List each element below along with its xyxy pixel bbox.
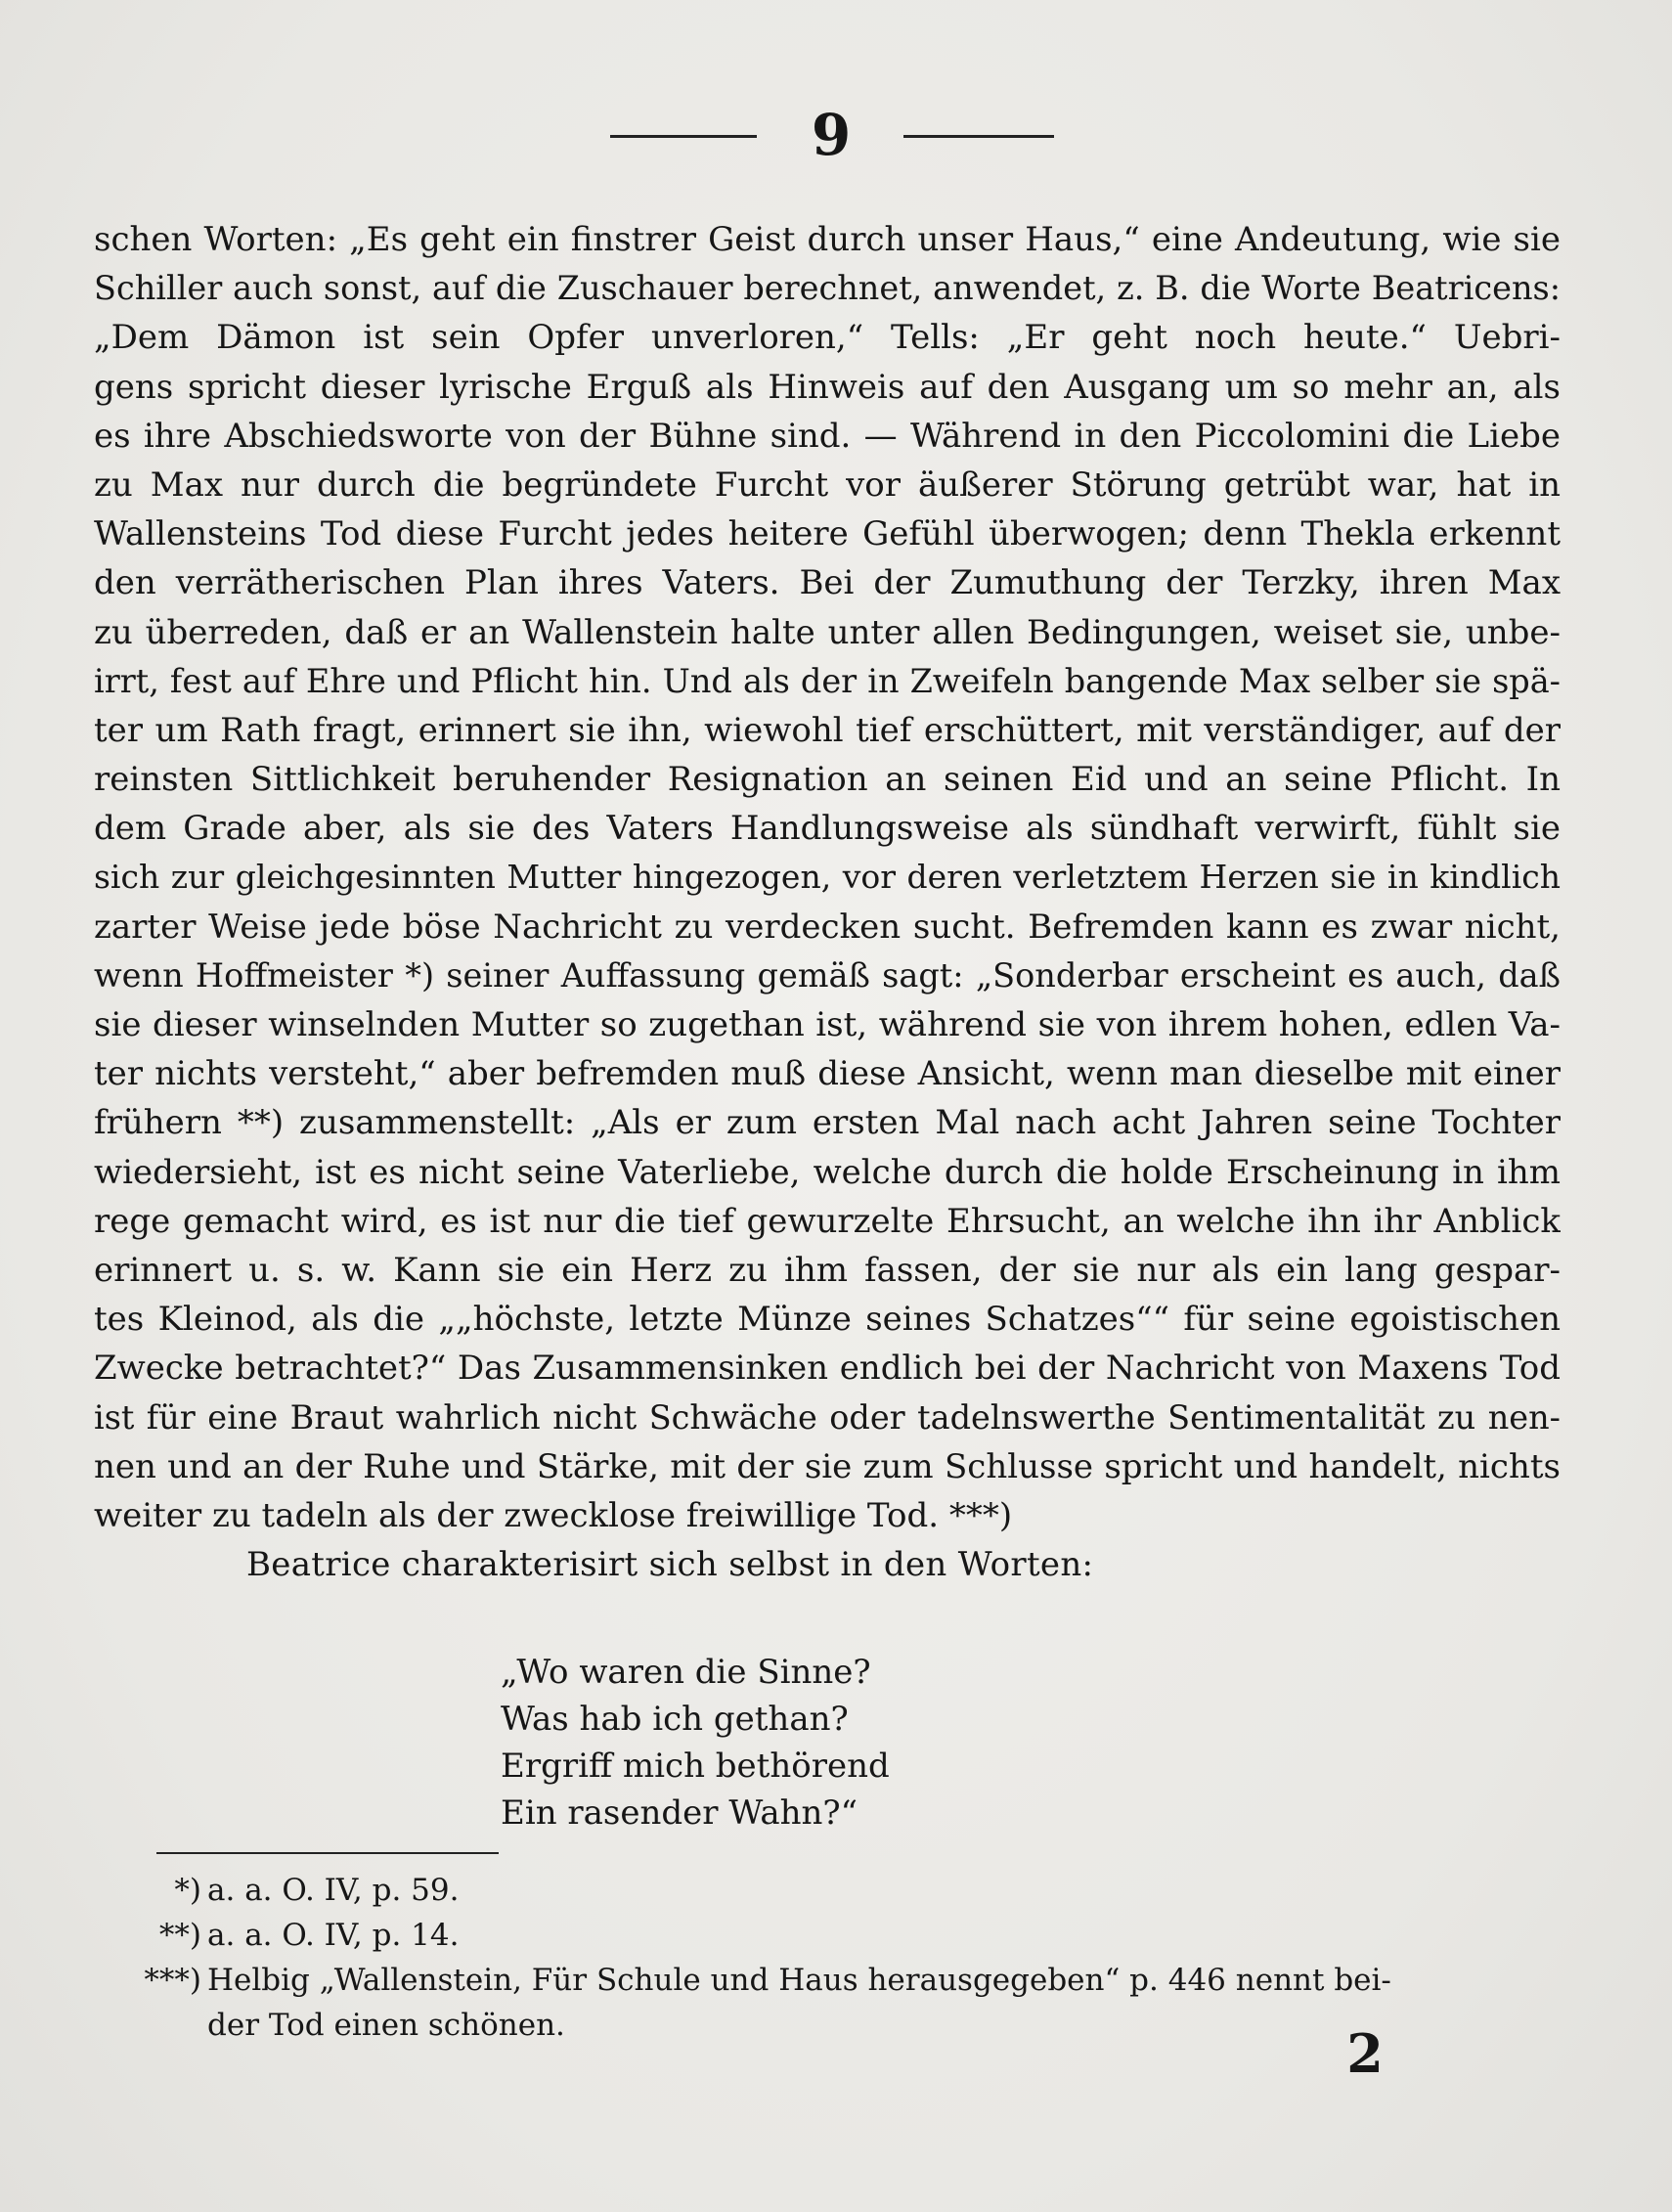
verse-quote [501,1649,1185,1836]
body-line: tes Kleinod, als die „„höchste, letzte Münze seines Schatzes““ für seine egoistischen [94,1300,1561,1340]
footnote-divider [156,1852,499,1854]
footnote-continuation: der Tod einen schönen. [207,2008,565,2043]
body-line: Wallensteins Tod diese Furcht jedes heitere Gefühl überwogen; denn Thekla erkennt [94,514,1561,554]
footnote-text: Helbig „Wallenstein, Für Schule und Haus herausgegeben“ p. 446 nennt bei- [207,1963,1391,1998]
footnote [94,1958,1561,2003]
footnote-marker: ***) [144,1963,201,1998]
body-line: zu Max nur durch die begründete Furcht vor äußerer Störung getrübt war, hat in [94,465,1561,505]
body-line: ter nichts versteht,“ aber befremden muß diese Ansicht, wenn man dieselbe mit einer [94,1054,1561,1094]
body-line: ist für eine Braut wahrlich nicht Schwäche oder tadelnswerthe Sentimentalität zu nen- [94,1397,1561,1437]
body-line: schen Worten: „Es geht ein finstrer Geist durch unser Haus,“ eine Andeutung, wie sie [94,220,1561,259]
body-line: erinnert u. s. w. Kann sie ein Herz zu ihm fassen, der sie nur als ein lang gespar- [94,1250,1561,1290]
body-line: weiter zu tadeln als der zwecklose freiwillige Tod. ***) [94,1495,1013,1535]
footnote-marker: **) [158,1918,201,1953]
body-line: Schiller auch sonst, auf die Zuschauer berechnet, anwendet, z. B. die Worte Beatricens: [94,269,1561,308]
verse-line: „Wo waren die Sinne? [501,1653,871,1692]
body-line: frühern **) zusammenstellt: „Als er zum ersten Mal nach acht Jahren seine Tochter [94,1103,1561,1143]
body-line: wiedersieht, ist es nicht seine Vaterliebe, welche durch die holde Erscheinung in ihm [94,1152,1561,1192]
page-header [0,102,1672,168]
body-line: rege gemacht wird, es ist nur die tief gewurzelte Ehrsucht, an welche ihn ihr Anblick [94,1201,1561,1241]
footnote-text: a. a. O. IV, p. 59. [207,1873,460,1908]
body-line: sie dieser winselnden Mutter so zugethan ist, während sie von ihrem hohen, edlen Va- [94,1005,1561,1044]
header-rule-left [610,135,757,138]
paragraph-intro: Beatrice charakterisirt sich selbst in den Worten: [246,1545,1094,1585]
header-rule-right [903,135,1054,138]
footnote-marker: *) [174,1873,201,1908]
verse-line: Ergriff mich bethörend [501,1747,890,1786]
footnote [94,1868,1561,1913]
footnote-text: a. a. O. IV, p. 14. [207,1918,460,1953]
footnote [94,1913,1561,1958]
body-line: dem Grade aber, als sie des Vaters Handlungsweise als sündhaft verwirft, fühlt sie [94,809,1561,849]
body-line: Zwecke betrachtet?“ Das Zusammensinken endlich bei der Nachricht von Maxens Tod [94,1349,1561,1389]
body-line: „Dem Dämon ist sein Opfer unverloren,“ Tells: „Er geht noch heute.“ Uebri- [94,318,1561,358]
body-line: zu überreden, daß er an Wallenstein halte unter allen Bedingungen, weiset sie, unbe- [94,612,1561,652]
verse-line: Was hab ich gethan? [501,1700,849,1739]
body-line: reinsten Sittlichkeit beruhender Resignation an seinen Eid und an seine Pflicht. In [94,760,1561,800]
body-line: es ihre Abschiedsworte von der Bühne sind. — Während in den Piccolomini die Liebe [94,416,1561,456]
body-line: wenn Hoffmeister *) seiner Auffassung gemäß sagt: „Sonderbar erscheint es auch, daß [94,955,1561,995]
body-line: irrt, fest auf Ehre und Pflicht hin. Und als der in Zweifeln bangende Max selber sie spä- [94,661,1561,700]
footnotes [94,1868,1561,2048]
body-line: ter um Rath fragt, erinnert sie ihn, wiewohl tief erschüttert, mit verständiger, auf der [94,710,1561,750]
body-line: gens spricht dieser lyrische Erguß als Hinweis auf den Ausgang um so mehr an, als [94,367,1561,407]
body-line: nen und an der Ruhe und Stärke, mit der sie zum Schlusse spricht und handelt, nichts [94,1446,1561,1486]
page-number: 9 [811,102,852,168]
verse-line: Ein rasender Wahn?“ [501,1793,858,1833]
signature-mark: 2 [1346,2022,1384,2085]
body-line: sich zur gleichgesinnten Mutter hingezogen, vor deren verletztem Herzen sie in kindlich [94,858,1561,897]
body-line: zarter Weise jede böse Nachricht zu verdecken sucht. Befremden kann es zwar nicht, [94,907,1561,947]
body-line: den verrätherischen Plan ihres Vaters. Bei der Zumuthung der Terzky, ihren Max [94,563,1561,603]
body-text [94,215,1561,1589]
